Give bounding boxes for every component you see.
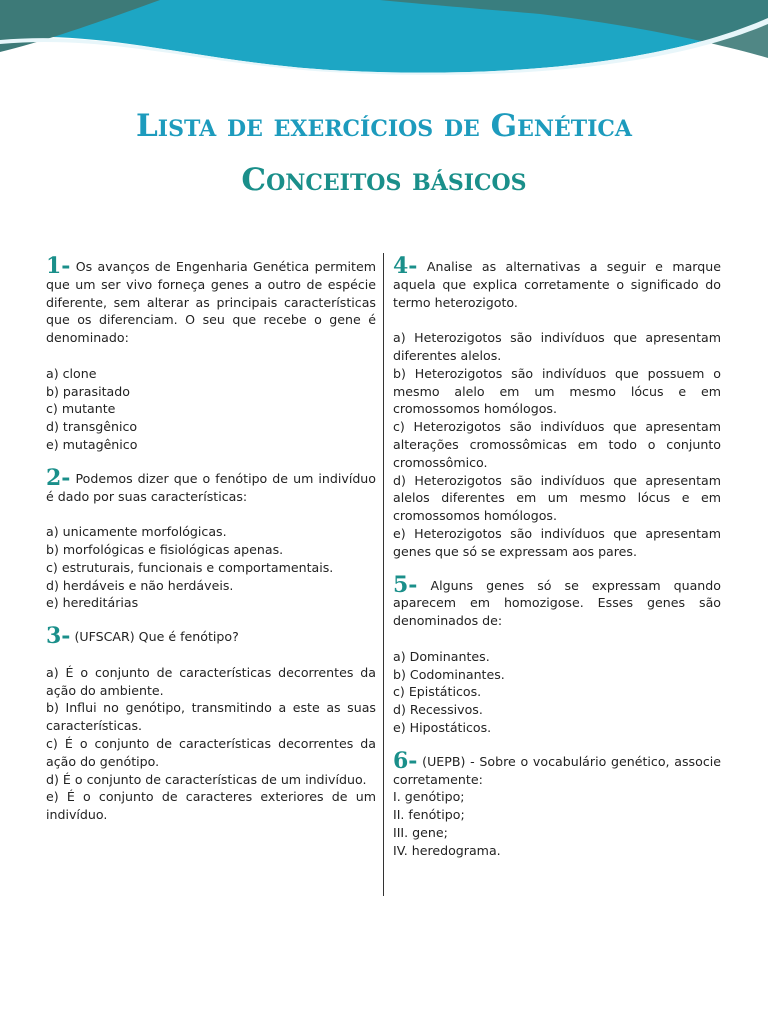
- question-number: 5-: [393, 571, 418, 598]
- question-5: [393, 571, 721, 737]
- option-b: b) Codominantes.: [393, 666, 505, 682]
- question-text: (UFSCAR) Que é fenótipo?: [70, 629, 239, 645]
- option-d: d) Heterozigotos são indivíduos que apresentam alelos diferentes em um mesmo lócus e em cromossomos homólogos.: [393, 472, 721, 524]
- question-2: [46, 464, 376, 612]
- question-4: [393, 253, 721, 561]
- option-b: b) Heterozigotos são indivíduos que possuem o mesmo alelo em um mesmo lócus e em cromossomos homólogos.: [393, 365, 721, 417]
- question-3: [46, 623, 376, 824]
- item-iii: III. gene;: [393, 824, 448, 840]
- item-ii: II. fenótipo;: [393, 807, 465, 823]
- item-i: I. genótipo;: [393, 789, 465, 805]
- question-1: [46, 253, 376, 454]
- option-e: e) hereditárias: [46, 595, 139, 611]
- question-number: 2-: [46, 464, 71, 491]
- option-c: c) É o conjunto de características decorrentes da ação do genótipo.: [46, 735, 376, 769]
- options-list: [46, 664, 376, 824]
- option-e: e) mutagênico: [46, 436, 138, 452]
- question-number: 1-: [46, 253, 71, 279]
- page-subtitle: Conceitos básicos: [241, 162, 527, 198]
- option-d: d) herdáveis e não herdáveis.: [46, 577, 234, 593]
- option-a: a) É o conjunto de características decorrentes da ação do ambiente.: [46, 664, 376, 698]
- question-text: Analise as alternativas a seguir e marque aquela que explica corretamente o significado do termo heterozigoto.: [393, 259, 721, 310]
- options-list: [393, 329, 721, 560]
- question-text: Os avanços de Engenharia Genética permitem que um ser vivo forneça genes a outro de espécie diferente, sem alterar as principais características que os diferenciam. O seu que recebe o gene é denominado:: [46, 259, 376, 346]
- question-6: [393, 747, 721, 860]
- option-e: e) É o conjunto de caracteres exteriores de um indivíduo.: [46, 789, 376, 823]
- question-number: 3-: [46, 623, 71, 650]
- option-e: e) Heterozigotos são indivíduos que apresentam genes que só se expressam aos pares.: [393, 525, 721, 559]
- option-a: a) Heterozigotos são indivíduos que apresentam diferentes alelos.: [393, 330, 721, 363]
- question-text: Alguns genes só se expressam quando aparecem em homozigose. Esses genes são denominados de:: [393, 577, 721, 629]
- option-b: b) morfológicas e fisiológicas apenas.: [46, 541, 284, 557]
- option-c: c) Heterozigotos são indivíduos que apresentam alterações cromossômicas em todo o conjunto cromossômico.: [393, 419, 721, 470]
- option-a: a) unicamente morfológicas.: [46, 524, 227, 540]
- option-e: e) Hipostáticos.: [393, 719, 492, 735]
- option-c: c) Epistáticos.: [393, 684, 482, 700]
- header-wave-decoration: [0, 0, 768, 80]
- question-text: Podemos dizer que o fenótipo de um indivíduo é dado por suas características:: [46, 470, 376, 504]
- options-list: [46, 523, 376, 612]
- option-a: a) clone: [46, 365, 97, 381]
- question-number: 4-: [393, 253, 418, 279]
- item-iv: IV. heredograma.: [393, 842, 501, 858]
- question-number: 6-: [393, 747, 418, 774]
- left-column: [46, 253, 376, 840]
- option-c: c) mutante: [46, 401, 116, 417]
- options-list: [393, 648, 721, 737]
- options-list: [46, 365, 376, 454]
- option-d: d) transgênico: [46, 419, 138, 435]
- option-c: c) estruturais, funcionais e comportamentais.: [46, 559, 334, 575]
- column-divider: [383, 253, 384, 896]
- option-b: b) parasitado: [46, 383, 130, 399]
- option-b: b) Influi no genótipo, transmitindo a este as suas características.: [46, 700, 376, 734]
- option-d: d) É o conjunto de características de um indivíduo.: [46, 771, 367, 787]
- option-a: a) Dominantes.: [393, 648, 490, 664]
- right-column: [393, 253, 721, 876]
- option-d: d) Recessivos.: [393, 702, 483, 718]
- items-list: [393, 788, 721, 859]
- page-title: Lista de exercícios de Genética: [136, 108, 632, 144]
- question-text: (UEPB) - Sobre o vocabulário genético, associe corretamente:: [393, 753, 721, 787]
